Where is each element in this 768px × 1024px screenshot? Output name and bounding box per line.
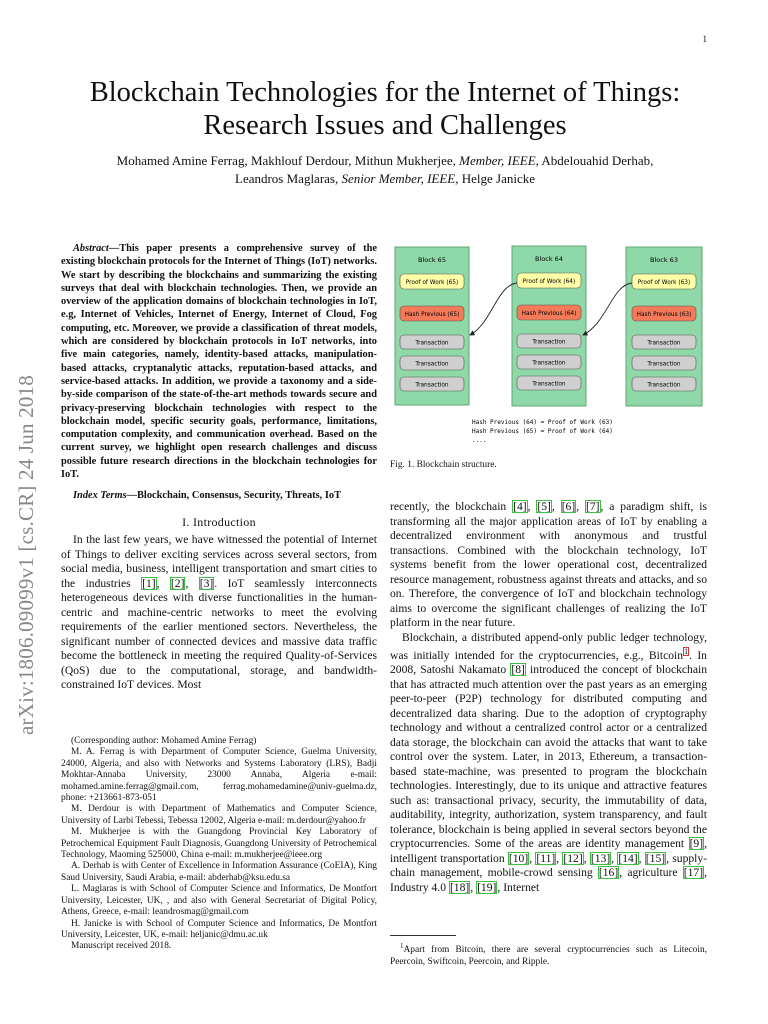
text-run: , [470, 880, 477, 894]
text-run: , agriculture [619, 866, 683, 880]
transaction-label: Transaction [415, 361, 449, 368]
citation-link[interactable]: [17] [683, 866, 704, 880]
intro-paragraph [61, 533, 377, 693]
text-run: , [611, 851, 618, 865]
index-terms-text: —Blockchain, Consensus, Security, Threats, IoT [126, 490, 342, 502]
citation-link[interactable]: [5] [537, 500, 551, 513]
figure-legend-line: Hash Previous (65) = Proof of Work (64) [472, 428, 613, 435]
abstract [61, 242, 377, 481]
block-65 [395, 247, 469, 405]
block-title: Block 65 [418, 256, 446, 264]
text-run: In the last few years, we have witnessed the potential of Internet of Things to deliver exciting services across several sectors, from social media, business, intelligent transportation and smart cities to the industries [61, 533, 377, 590]
abstract-label: Abstract [73, 243, 109, 254]
index-terms [61, 489, 377, 502]
citation-link[interactable]: [6] [561, 500, 576, 513]
citation-link[interactable]: [12] [563, 851, 583, 865]
text-run: , [529, 851, 536, 865]
citation-link[interactable]: [3] [199, 576, 214, 590]
footnote-item: M. A. Ferrag is with Department of Computer Science, Guelma University, 24000, Algeria, and also with Networks and Systems Laboratory (LRS), Badji Mokhtar-Annaba University, 23000 Annaba, Algeria e-mail: mohamed.amine.ferrag@gmail.com, ferrag.mohamedamine@univ-guelma.dz, phone: +213661-873-051 [61, 747, 377, 804]
body-paragraph [390, 500, 707, 631]
footnote-link[interactable]: 1 [684, 647, 689, 656]
footnote-divider [390, 935, 456, 936]
citation-link[interactable]: [16] [598, 866, 619, 880]
footnote-item: L. Maglaras is with School of Computer Science and Informatics, De Montfort University, Leicester, UK, , and also with General Secretariat of Digital Policy, Athens, Greece, e-mail: leandrosmag@gmail.com [61, 884, 377, 918]
proof-of-work-label: Proof of Work (65) [405, 280, 459, 286]
transaction-label: Transaction [532, 339, 566, 346]
footnote-mark: 1 [400, 942, 404, 950]
text-run: , intelligent transportation [390, 837, 707, 865]
citation-link[interactable]: [18] [449, 880, 470, 894]
title-line-2: Research Issues and Challenges [203, 110, 567, 141]
citation-link[interactable]: [13] [590, 851, 611, 865]
text-run: , [156, 576, 170, 590]
text-run: , Internet [497, 880, 540, 894]
transaction-label: Transaction [415, 382, 449, 389]
text-run: , [638, 851, 645, 865]
footnote-item: (Corresponding author: Mohamed Amine Ferrag) [71, 736, 257, 746]
transaction-label: Transaction [532, 360, 566, 367]
left-column [61, 242, 377, 693]
text-run: , a paradigm shift, is transforming all the major application areas of IoT by enabling a decentralized environment with anonymous and trustful transactions. Combined with the blockchain technology, IoT systems benefit from the lower operational cost, decentralized resource management, robustness against threats and attacks, and so on. Therefore, the convergence of IoT and blockchain technology aims to overcome the significant challenges of realizing the IoT platform in the near future. [390, 500, 708, 629]
author-list [40, 152, 730, 188]
citation-link[interactable]: [8] [511, 663, 525, 677]
citation-link[interactable]: [2] [170, 576, 185, 590]
block-64 [512, 246, 586, 406]
proof-of-work-label: Proof of Work (64) [522, 279, 576, 285]
authors-text: Abdelouahid Derhab, [538, 153, 654, 168]
citation-link[interactable]: [15] [645, 851, 666, 865]
paper-title [40, 76, 730, 142]
transaction-label: Transaction [532, 381, 566, 388]
title-line-1: Blockchain Technologies for the Internet of Things: [89, 77, 681, 108]
hash-previous-label: Hash Previous (64) [521, 311, 577, 317]
citation-link[interactable]: [9] [689, 837, 704, 851]
authors-text: Mohamed Amine Ferrag, Makhlouf Derdour, Mithun Mukherjee, [116, 153, 460, 168]
text-run: , [576, 500, 585, 513]
footnote-text: Apart from Bitcoin, there are several cryptocurrencies such as Litecoin, Peercoin, Swiftcoin, Peercoin, and Ripple. [390, 945, 707, 967]
footnote-item: M. Mukherjee is with the Guangdong Provincial Key Laboratory of Petrochemical Equipment Fault Diagnosis, Guangdong University of Petrochemical Technology, Maoming 525000, China e-mail: m.mukherjee@ieee.org [61, 827, 377, 861]
text-run: , [551, 500, 561, 513]
authors-text: Helge Janicke [458, 171, 535, 186]
proof-of-work-label: Proof of Work (63) [637, 280, 691, 286]
text-run: , [583, 851, 590, 865]
text-run: , [556, 851, 563, 865]
author-footnotes [61, 736, 377, 953]
page-number: 1 [702, 34, 707, 44]
transaction-label: Transaction [647, 361, 681, 368]
footnote-item: A. Derhab is with Center of Excellence in Information Assurance (CoEIA), King Saud University, Saudi Arabia, e-mail: abderhab@ksu.edu.sa [61, 861, 377, 883]
citation-link[interactable]: [1] [142, 576, 156, 590]
link-arrow [470, 283, 517, 335]
arxiv-stamp: arXiv:1806.09099v1 [cs.CR] 24 Jun 2018 [14, 375, 38, 735]
citation-link[interactable]: [19] [477, 880, 497, 894]
citation-link[interactable]: [11] [536, 851, 556, 865]
text-run: , [527, 500, 537, 513]
figure-caption: Fig. 1. Blockchain structure. [390, 460, 497, 470]
footnote-item: M. Derdour is with Department of Mathematics and Computer Science, University of Larbi Tebessi, Tebessa 12002, Algeria e-mail: m.derdour@yahoo.fr [61, 804, 377, 826]
figure-legend-line: Hash Previous (64) = Proof of Work (63) [472, 419, 613, 426]
block-title: Block 64 [535, 255, 563, 263]
blockchain-structure-figure [392, 243, 714, 448]
text-run: . IoT seamlessly interconnects heterogeneous devices with diverse functionalities in the human-centric and machine-centric networks to meet the evolving requirements of the earlier mentioned sectors. Nevertheless, the significant number of connected devices and massive data traffic become the bottleneck in meeting the required Quality-of-Services (QoS) due to the computational, storage, and bandwidth-constrained IoT devices. Most [61, 576, 377, 692]
abstract-text: —This paper presents a comprehensive survey of the existing blockchain protocols for the Internet of Things (IoT) networks. We start by describing the blockchains and summarizing the existing surveys that deal with blockchain technologies. Then, we provide an overview of the application domains of blockchain technologies in IoT, e.g, Internet of Vehicles, Internet of Energy, Internet of Cloud, Fog computing, etc. Moreover, we provide a classification of threat models, which are considered by blockchain protocols in IoT networks, into five main categories, namely, identity-based attacks, manipulation-based attacks, cryptanalytic attacks, reputation-based attacks, and service-based attacks. In addition, we provide a taxonomy and a side-by-side comparison of the state-of-the-art methods towards secure and privacy-preserving blockchain technologies with respect to the blockchain model, specific security goals, performance, limitations, computation complexity, and communication overhead. Based on the current survey, we highlight open research challenges and discuss possible future research directions in the blockchain technologies for IoT. [61, 243, 377, 481]
hash-previous-label: Hash Previous (65) [404, 312, 460, 318]
citation-link[interactable]: [4] [513, 500, 527, 513]
text-run: Blockchain, a distributed append-only public ledger technology, was initially intended for the cryptocurrencies, e.g., Bitcoin [390, 630, 707, 662]
text-run: , Industry 4.0 [390, 866, 707, 894]
link-arrow [583, 283, 632, 335]
figure-legend-line: .... [472, 437, 487, 444]
text-run: , supply-chain management, mobile-crowd sensing [390, 851, 708, 880]
citation-link[interactable]: [7] [585, 500, 600, 513]
index-terms-label: Index Terms [73, 490, 127, 502]
body-paragraph [390, 631, 707, 896]
transaction-label: Transaction [647, 340, 681, 347]
text-run: introduced the concept of blockchain that has attracted much attention over the past years as an emerging peer-to-peer (P2P) technology for distributed computing and decentralized data sharing. Due to the adoption of cryptography technology and without a centralized control actor or a centralized data storage, the blockchain can avoid the attacks that want to take control over the system. Later, in 2013, Ethereum, a transaction-based state-machine, was presented to program the blockchain technologies. Interestingly, due to its unique and attractive features such as: transactional privacy, security, the immutability of data, auditability, integrity, authorization, system transparency, and fault tolerance, blockchain is being applied in several sectors beyond the cryptocurrencies. Some of the areas are identity management [390, 663, 707, 851]
footnote-item: Manuscript received 2018. [71, 941, 172, 952]
section-heading-introduction: I. Introduction [182, 514, 256, 529]
text-run: . In 2008, Satoshi Nakamato [390, 648, 707, 677]
block-63 [626, 247, 702, 406]
text-run: , [185, 576, 199, 590]
text-run: recently, the blockchain [390, 500, 513, 513]
citation-link[interactable]: [14] [618, 851, 638, 865]
transaction-label: Transaction [415, 340, 449, 347]
right-column [390, 500, 707, 895]
author-membership: Member, IEEE, [459, 153, 539, 168]
authors-text: Leandros Maglaras, [235, 171, 342, 186]
author-membership: Senior Member, IEEE, [341, 171, 459, 186]
block-title: Block 63 [650, 256, 678, 264]
citation-link[interactable]: [10] [508, 851, 529, 865]
footnote-item: H. Janicke is with School of Computer Science and Informatics, De Montfort University, Leicester, UK, e-mail: heljanic@dmu.ac.uk [61, 918, 377, 940]
transaction-label: Transaction [647, 382, 681, 389]
hash-previous-label: Hash Previous (63) [636, 312, 692, 318]
footnote-bitcoin [390, 941, 707, 968]
